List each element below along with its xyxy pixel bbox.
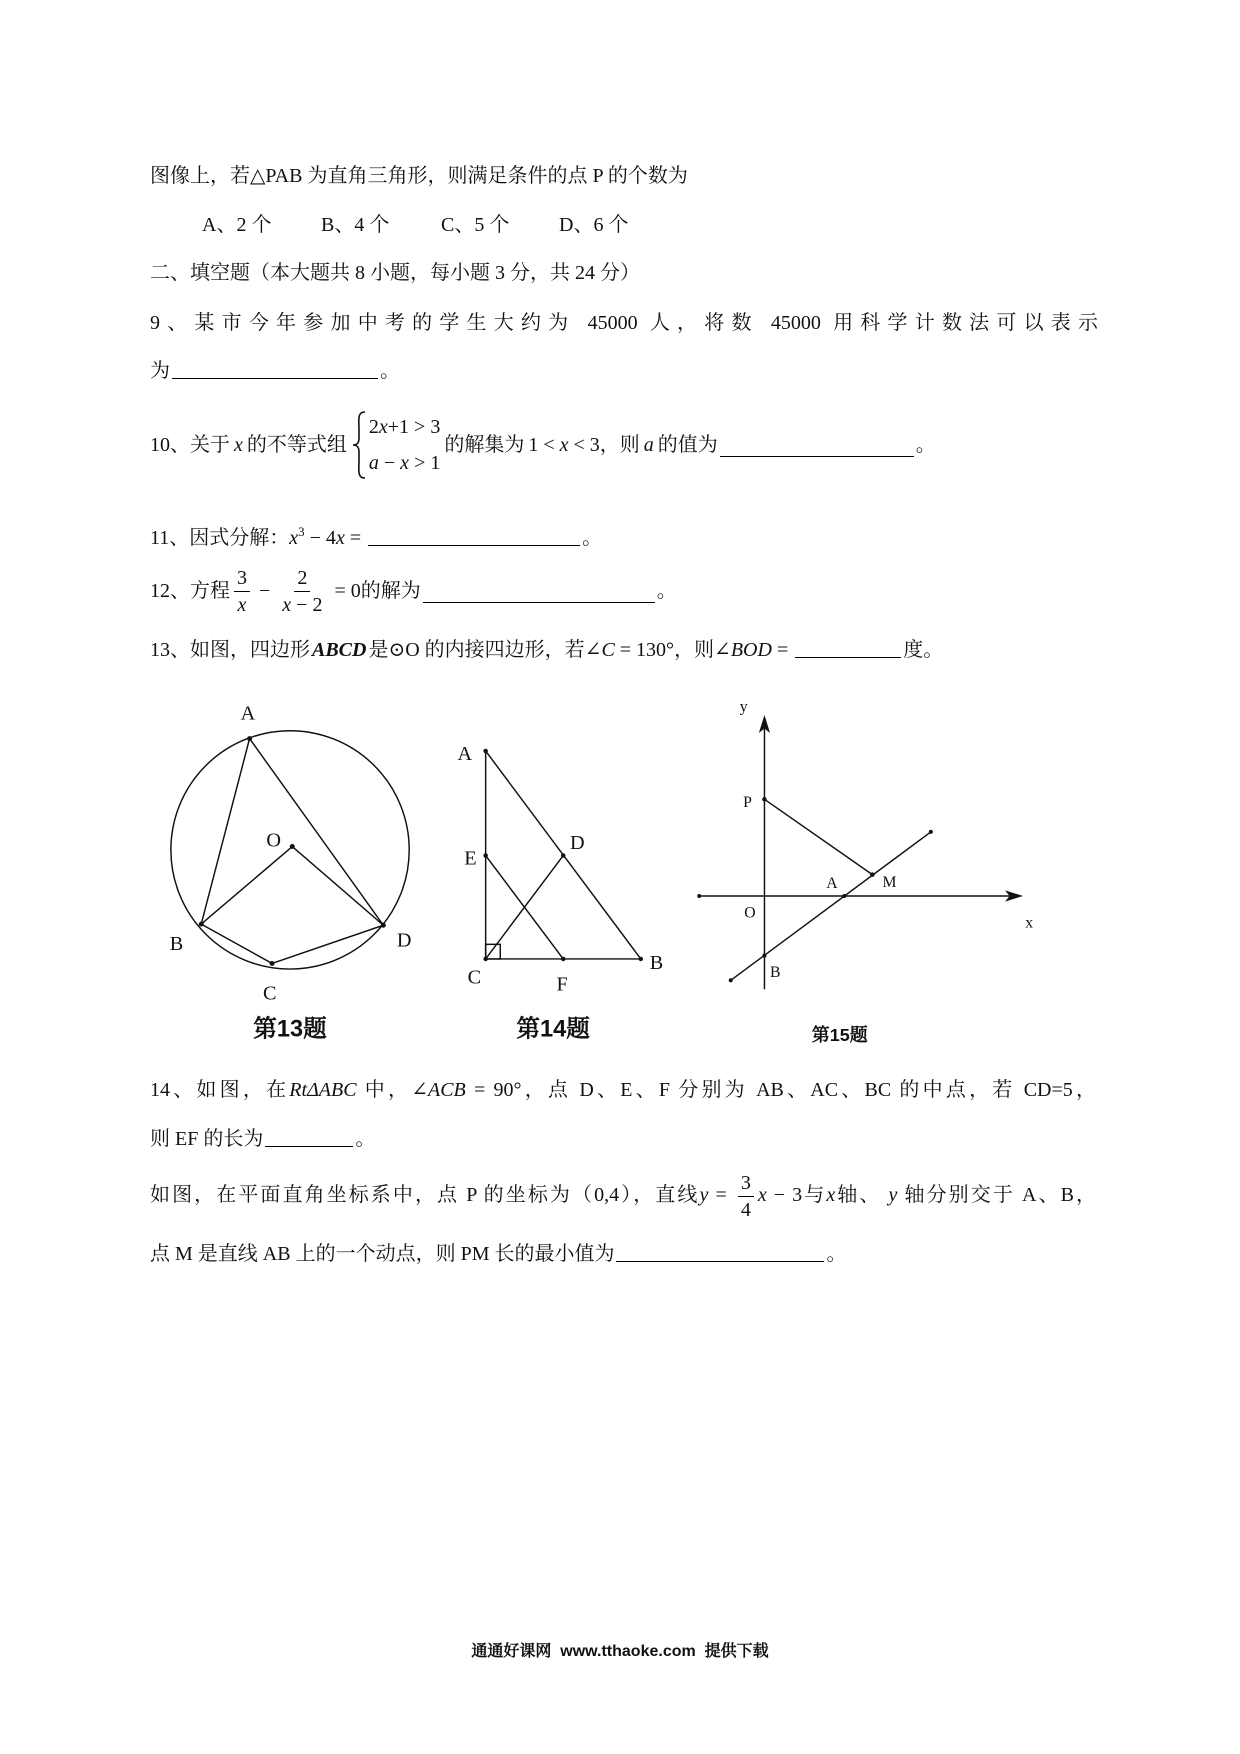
row2-var-x: x: [400, 452, 410, 474]
segment-ab: [201, 739, 249, 924]
brace-icon: [351, 410, 367, 480]
answer-blank: [795, 635, 901, 658]
q10: [150, 408, 936, 482]
segment-cd: [486, 856, 564, 959]
segment-ad: [250, 739, 384, 926]
q14-end: 。: [355, 1128, 376, 1150]
label-c: C: [263, 982, 277, 1005]
q12-ask: 的解为: [360, 580, 421, 602]
figure-13: [170, 702, 412, 1042]
row1-var: x: [378, 416, 388, 438]
q13-then: ，则∠: [674, 639, 731, 661]
q14-prefix: 14、如图，在: [150, 1079, 290, 1101]
figure-14: [458, 743, 664, 1043]
fraction-2-num: 2: [294, 565, 310, 592]
q8-text: 图像上，若△PAB 为直角三角形，则满足条件的点 P 的个数为: [150, 165, 688, 187]
caption-14: 第14题: [516, 1016, 590, 1043]
q11-exponent: 3: [298, 524, 305, 539]
fraction-2-den: [279, 592, 325, 618]
point-o: [290, 844, 295, 849]
q13-angle-c: C: [601, 639, 615, 661]
q12-prefix: 12、方程: [150, 580, 230, 602]
q10-var-x: x: [234, 434, 243, 456]
q9-line2: [150, 356, 400, 386]
fraction-2-den-var: x: [282, 593, 292, 616]
q13-given: = 130°: [614, 639, 675, 661]
label-a: A: [240, 702, 256, 725]
label-b: B: [649, 952, 664, 975]
q11: [150, 517, 602, 553]
q15-var-x2: x: [826, 1184, 836, 1206]
q15-end: 。: [826, 1243, 847, 1265]
axis-end-point: [697, 894, 701, 898]
q10-solution-right: < 3: [568, 434, 600, 456]
q15-line2: [150, 1239, 846, 1269]
segment-bo: [201, 847, 292, 925]
q15-axis-x: 轴、: [835, 1184, 889, 1206]
row2-op: −: [378, 452, 401, 474]
caption-15: 第15题: [811, 1025, 868, 1046]
label-a: A: [457, 742, 473, 765]
fraction-2: [279, 565, 325, 618]
label-b: B: [770, 963, 781, 981]
line-end-point: [929, 830, 933, 834]
q11-var-2: x: [335, 527, 345, 549]
q12-eq: = 0: [329, 580, 361, 602]
answer-blank: [720, 434, 914, 457]
system-row-2: [369, 445, 440, 481]
fraction-3-4: [738, 1170, 754, 1223]
label-y: y: [739, 698, 748, 716]
q9-prefix: 为: [150, 360, 170, 382]
system-row-1: [369, 409, 440, 445]
point-b: [762, 954, 766, 958]
fraction-num: 3: [738, 1170, 754, 1197]
q14-angle-value: = 90°: [465, 1079, 522, 1101]
point-p: [762, 797, 766, 801]
label-f: F: [556, 973, 568, 996]
q14-triangle: RtΔABC: [289, 1079, 357, 1101]
footer-watermark: 通通好课网 www.tthaoke.com 提供下载: [471, 1643, 769, 1660]
point-c: [483, 957, 487, 961]
q10-solution-left: 1 <: [528, 434, 560, 456]
q15-ask: 点 M 是直线 AB 上的一个动点，则 PM 长的最小值为: [150, 1243, 615, 1265]
q15-prefix: 如图，在平面直角坐标系中，点 P 的坐标为（0,4），直线: [150, 1184, 700, 1206]
q15-rest: 轴分别交于 A、B，: [897, 1184, 1097, 1206]
segment-ef: [486, 856, 564, 959]
q12: [150, 560, 677, 622]
option-a: A、2 个: [202, 214, 272, 236]
q13-prefix: 13、如图，四边形: [150, 639, 310, 661]
label-c: C: [467, 966, 482, 989]
q13-angle-bod: BOD: [730, 639, 772, 661]
q11-end: 。: [582, 527, 603, 549]
label-x: x: [1025, 914, 1034, 932]
row2-rest: > 1: [409, 452, 441, 474]
q13-end: 度。: [903, 639, 944, 661]
q15-var-x: x: [757, 1184, 767, 1206]
point-d: [561, 853, 565, 857]
figure-15: [697, 699, 1033, 1045]
circle-o: [171, 731, 409, 969]
label-a: A: [826, 875, 838, 893]
row1-coef: 2: [368, 416, 379, 438]
x-axis-arrow-icon: [1005, 890, 1023, 901]
q14-angle-acb: ACB: [428, 1079, 466, 1101]
point-a: [483, 749, 487, 753]
section-heading: 二、填空题（本大题共 8 小题，每小题 3 分，共 24 分）: [150, 262, 640, 284]
fraction-2-den-rest: − 2: [291, 593, 323, 616]
line-ab: [731, 832, 931, 980]
q13-quad: ABCD: [312, 639, 367, 661]
q14-rest: ，点 D、E、F 分别为 AB、AC、BC 的中点，若 CD=5，: [521, 1079, 1096, 1101]
fraction-1-den: x: [237, 593, 247, 616]
line-end-point: [729, 978, 733, 982]
point-m: [870, 872, 874, 876]
q15-var-y: y: [699, 1184, 709, 1206]
right-angle-mark: [486, 944, 501, 959]
point-d: [381, 923, 386, 928]
label-e: E: [464, 847, 477, 870]
label-o: O: [266, 829, 282, 852]
answer-blank: [265, 1124, 353, 1147]
point-b: [639, 957, 643, 961]
q11-var: x: [289, 527, 299, 549]
answer-blank: [172, 356, 378, 379]
q9-end: 。: [380, 360, 400, 382]
point-e: [483, 853, 487, 857]
q8-options: [0, 210, 1240, 240]
point-a: [842, 894, 846, 898]
caption-13: 第13题: [253, 1016, 327, 1043]
option-d: D、6 个: [559, 214, 629, 236]
q10-solution-prefix: 的解集为: [444, 434, 525, 456]
segment-bc: [201, 924, 272, 963]
point-f: [561, 957, 565, 961]
segment-od: [292, 847, 383, 926]
q10-ask: 的值为: [657, 434, 718, 456]
label-m: M: [882, 873, 897, 891]
q10-mid: 的不等式组: [246, 434, 347, 456]
q15-with: 与: [802, 1184, 827, 1206]
q11-prefix: 11、因式分解：: [150, 527, 290, 549]
q14-ask: 则 EF 的长为: [150, 1128, 264, 1150]
fraction-1-num: 3: [234, 565, 250, 592]
q12-minus: −: [254, 580, 276, 602]
row2-var-a: a: [368, 452, 379, 474]
answer-blank: [368, 523, 580, 546]
q15-line1: [150, 1165, 1096, 1225]
label-b: B: [169, 932, 184, 955]
q10-end: 。: [915, 434, 936, 456]
q15-minus: − 3: [766, 1184, 803, 1206]
point-a: [247, 736, 252, 741]
q13: [150, 635, 943, 665]
fraction-den: 4: [740, 1198, 751, 1221]
q15-var-y2: y: [888, 1184, 898, 1206]
q13-mid: 是⊙O 的内接四边形，若∠: [368, 639, 602, 661]
answer-blank: [423, 580, 655, 603]
q10-prefix: 10、关于: [150, 434, 230, 456]
q11-minus: − 4: [304, 527, 336, 549]
segment-pm: [764, 799, 872, 874]
q15-eq: =: [708, 1184, 734, 1206]
label-d: D: [396, 929, 412, 952]
q10-then: ，则: [599, 434, 640, 456]
option-b: B、4 个: [321, 214, 390, 236]
q14-line2: [150, 1124, 375, 1154]
inequality-system: [369, 409, 440, 481]
row1-rest: +1 > 3: [387, 416, 441, 438]
answer-blank: [616, 1239, 824, 1262]
q11-eq: =: [344, 527, 367, 549]
option-c: C、5 个: [441, 214, 510, 236]
label-p: P: [743, 794, 752, 812]
q14-line1: [150, 1075, 1096, 1105]
q13-eq: =: [771, 639, 794, 661]
fraction-1: [234, 565, 250, 618]
segment-ab: [486, 751, 641, 959]
y-axis-arrow-icon: [759, 715, 770, 733]
q10-var-a: a: [643, 434, 654, 456]
label-d: D: [569, 831, 585, 854]
q10-solution-var: x: [559, 434, 569, 456]
label-o: O: [744, 904, 756, 922]
point-b: [199, 922, 204, 927]
q9-line1: 9、某市今年参加中考的学生大约为 45000 人，将数 45000 用科学计数法可以表示: [150, 312, 1098, 334]
segment-cd: [272, 925, 383, 963]
q14-mid: 中，∠: [356, 1079, 428, 1101]
q12-end: 。: [656, 580, 677, 602]
point-c: [270, 961, 275, 966]
